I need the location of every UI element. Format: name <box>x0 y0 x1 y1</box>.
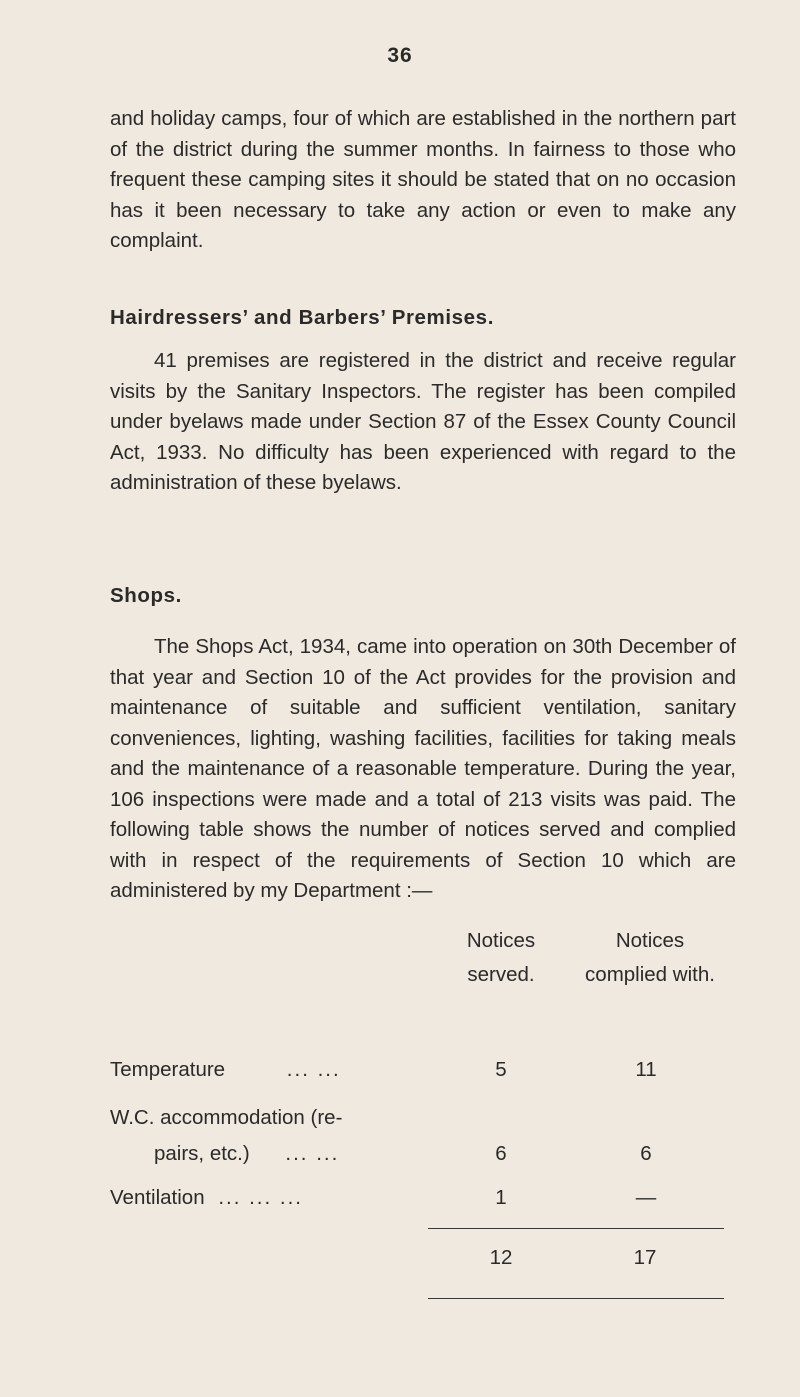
row-label-text: pairs, etc.) <box>154 1142 250 1165</box>
shops-paragraph <box>110 632 736 907</box>
intro-text: and holiday camps, four of which are established in the northern part of the district during the summer months. In fairness to those who frequent these camping sites it should be stated that on no occasion has it been necessary to take any action or even to make any complaint. <box>110 107 736 252</box>
row-complied-value: 6 <box>640 1142 652 1165</box>
row-label-text: Ventilation <box>110 1186 205 1209</box>
table-row-label <box>110 1186 303 1210</box>
row-dots: ... ... <box>286 1058 341 1081</box>
row-dots: ... ... ... <box>218 1186 303 1209</box>
col-header-complied-line2: complied with. <box>585 963 715 986</box>
row-served-value: 1 <box>495 1186 507 1209</box>
row-served-value: 5 <box>495 1058 507 1081</box>
col-header-served <box>426 924 576 992</box>
total-complied-value: 17 <box>633 1246 657 1269</box>
row-label-text: W.C. accommodation (re- <box>110 1106 343 1129</box>
row-label-text: Temperature <box>110 1058 226 1081</box>
shops-text: The Shops Act, 1934, came into operation on 30th December of that year and Section 10 of the Act provides for the provision and maintenance of suitable and sufficient ventilation, sanitary conveniences, lighting, washing facilities, facilities for taking meals and the maintenance of a reasonable temperature. During the year, 106 inspections were made and a total of 213 visits was paid. The following table shows the number of notices served and complied with in respect of the requirements of Section 10 which are administered by my Department :— <box>110 635 736 902</box>
hairdressers-heading: Hairdressers’ and Barbers’ Premises. <box>110 306 494 329</box>
row-complied-value: — <box>635 1186 657 1209</box>
hairdressers-text: 41 premises are registered in the district and receive regular visits by the Sanitary Inspectors. The register has been compiled under byelaws made under Section 87 of the Essex County Council Act, 1933. No difficulty has been experienced with regard to the administration of these byelaws. <box>110 349 736 494</box>
page-number: 36 <box>387 44 413 67</box>
row-complied-value: 11 <box>635 1058 657 1081</box>
row-dots: ... ... <box>285 1142 340 1165</box>
intro-paragraph <box>110 104 736 257</box>
table-row-label-continued <box>154 1142 339 1166</box>
col-header-complied <box>560 924 740 992</box>
hairdressers-paragraph <box>110 346 736 499</box>
total-rule-top <box>428 1228 724 1229</box>
table-row-label <box>110 1058 341 1082</box>
row-served-value: 6 <box>495 1142 507 1165</box>
col-header-served-line2: served. <box>467 963 535 986</box>
table-row-label <box>110 1106 342 1130</box>
col-header-served-line1: Notices <box>466 929 536 952</box>
col-header-complied-line1: Notices <box>615 929 685 952</box>
total-served-value: 12 <box>489 1246 513 1269</box>
total-rule-bottom <box>428 1298 724 1299</box>
shops-heading: Shops. <box>110 584 182 607</box>
